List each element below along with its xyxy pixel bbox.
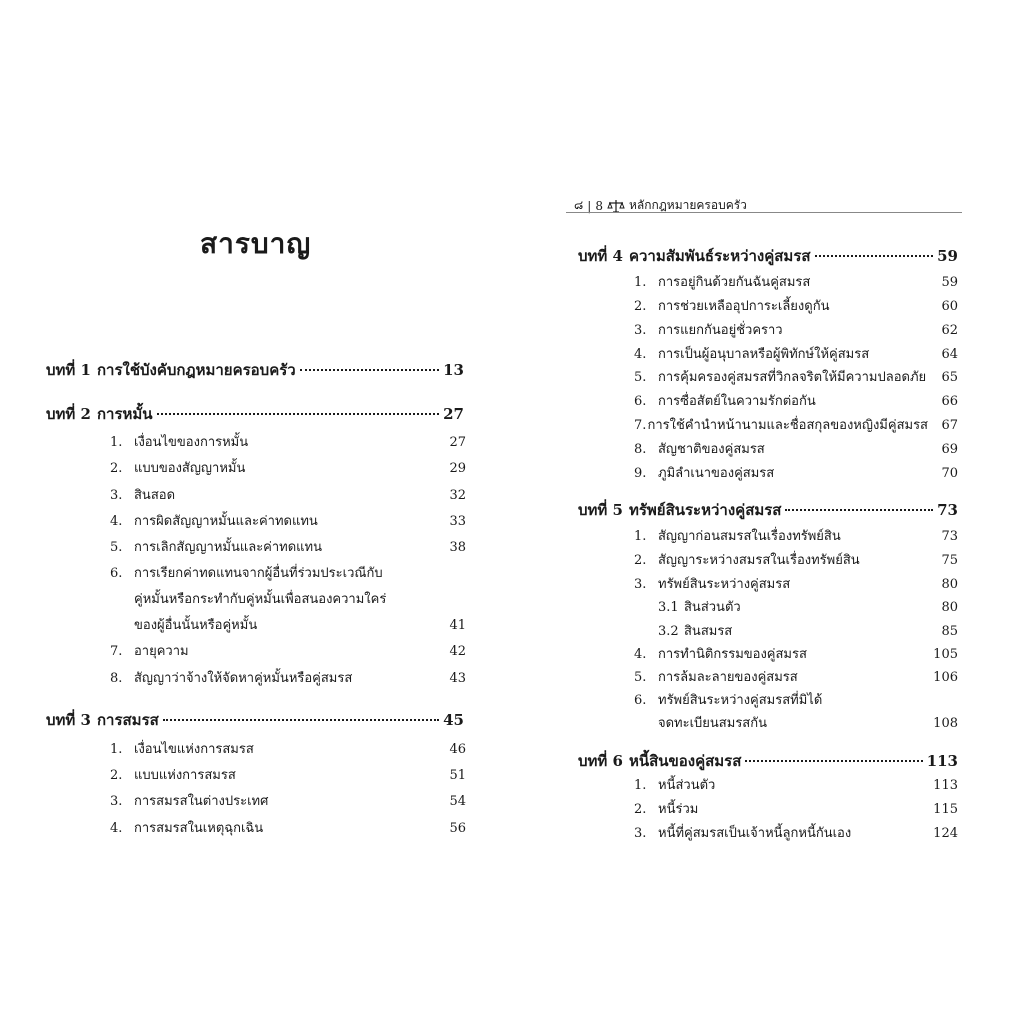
item-page: 42: [449, 644, 466, 659]
header-rule: [566, 212, 962, 213]
item-page: 32: [449, 488, 466, 503]
list-item: [634, 462, 958, 483]
chapter-label: บทที่ 1: [46, 361, 91, 379]
chapter-2-row: [46, 402, 464, 426]
item-title: เงื่อนไขแห่งการสมรส: [134, 742, 254, 757]
chapter-label: บทที่ 3: [46, 711, 91, 729]
item-page: 70: [941, 466, 958, 481]
item-number: 8.: [634, 442, 647, 457]
item-number: 2.: [634, 553, 647, 568]
item-page: 66: [941, 394, 958, 409]
chapter-6-row: [578, 749, 958, 773]
item-page: 105: [933, 647, 958, 662]
item-number: 2.: [110, 461, 123, 476]
list-item: [110, 510, 466, 531]
item-page: 65: [941, 370, 958, 385]
item-number: 1.: [634, 778, 647, 793]
item-number: 6.: [634, 693, 647, 708]
item-number: 4.: [110, 821, 123, 836]
list-item: [634, 343, 958, 364]
chapter-page: 113: [926, 752, 958, 770]
item-title: ทรัพย์สินระหว่างคู่สมรสที่มิได้: [658, 693, 823, 708]
item-page: 115: [933, 802, 958, 817]
list-item: [110, 431, 466, 452]
item-number: 1.: [110, 742, 123, 757]
item-title: สินส่วนตัว: [684, 600, 741, 615]
item-page: 59: [941, 275, 958, 290]
item-continuation-row: [658, 712, 958, 733]
list-item: [634, 390, 958, 411]
list-item: [634, 438, 958, 459]
chapter-label: บทที่ 6: [578, 752, 623, 770]
dot-leader: [815, 255, 934, 257]
dot-leader: [785, 509, 933, 511]
item-continuation-row: [134, 614, 466, 635]
list-item: [634, 798, 958, 819]
list-item: [634, 643, 958, 664]
chapter-title: การใช้บังคับกฎหมายครอบครัว: [96, 361, 296, 379]
item-title: การแยกกันอยู่ชั่วคราว: [658, 323, 783, 338]
item-number: 3.: [634, 826, 647, 841]
item-page: 113: [933, 778, 958, 793]
list-item: [634, 525, 958, 546]
header-separator: |: [587, 198, 592, 213]
item-page: 33: [449, 514, 466, 529]
item-title: การสมรสในต่างประเทศ: [134, 794, 269, 809]
item-number: 6.: [634, 394, 647, 409]
list-item: [634, 822, 958, 843]
list-item: [110, 790, 466, 811]
item-title: สัญชาติของคู่สมรส: [658, 442, 765, 457]
item-number: 9.: [634, 466, 647, 481]
item-number: 5.: [634, 670, 647, 685]
item-number: 8.: [110, 671, 123, 686]
item-title: การล้มละลายของคู่สมรส: [658, 670, 798, 685]
item-number: 4.: [634, 347, 647, 362]
dot-leader: [300, 369, 439, 371]
list-item: [634, 774, 958, 795]
list-item: [110, 484, 466, 505]
list-item: [634, 366, 958, 387]
item-page: 64: [941, 347, 958, 362]
item-title: หนี้ร่วม: [658, 802, 699, 817]
list-item: [634, 271, 958, 292]
item-number: 2.: [110, 768, 123, 783]
item-title: การอยู่กินด้วยกันฉันคู่สมรส: [658, 275, 811, 290]
item-page: 46: [449, 742, 466, 757]
item-number: 3.: [634, 323, 647, 338]
item-page: 43: [449, 671, 466, 686]
item-page: 38: [449, 540, 466, 555]
list-item: [110, 640, 466, 661]
item-number: 1.: [634, 275, 647, 290]
list-item: [634, 295, 958, 316]
list-item: [110, 764, 466, 785]
item-title: การสมรสในเหตุฉุกเฉิน: [134, 821, 264, 836]
chapter-title: การหมั้น: [96, 405, 153, 423]
item-continuation: คู่หมั้นหรือกระทำกับคู่หมั้นเพื่อสนองความใคร่: [134, 592, 387, 607]
list-item: [634, 319, 958, 340]
list-item: [634, 414, 958, 435]
item-title: อายุความ: [134, 644, 189, 659]
chapter-label: บทที่ 4: [578, 247, 623, 265]
item-page: 62: [941, 323, 958, 338]
item-page: 56: [449, 821, 466, 836]
item-title: เงื่อนไขของการหมั้น: [134, 435, 249, 450]
item-page: 60: [941, 299, 958, 314]
item-title: ภูมิลำเนาของคู่สมรส: [658, 466, 775, 481]
item-title: การเรียกค่าทดแทนจากผู้อื่นที่ร่วมประเวณีกับ: [134, 566, 383, 581]
item-number: 4.: [634, 647, 647, 662]
toc-title: สารบาญ: [200, 227, 312, 260]
dot-leader: [745, 760, 922, 762]
chapter-label: บทที่ 5: [578, 501, 623, 519]
page-number-thai: ๘: [574, 198, 584, 212]
list-subitem: [658, 596, 958, 617]
chapter-1-row: [46, 358, 464, 382]
item-page: 51: [449, 768, 466, 783]
chapter-title: ความสัมพันธ์ระหว่างคู่สมรส: [628, 247, 811, 265]
chapter-page: 45: [443, 711, 464, 729]
item-title: แบบของสัญญาหมั้น: [134, 461, 246, 476]
list-item: [634, 573, 958, 594]
list-item: [110, 536, 466, 557]
list-item: [110, 562, 466, 583]
item-number: 3.: [634, 577, 647, 592]
item-page: 29: [449, 461, 466, 476]
item-page: 108: [933, 716, 958, 731]
item-page: 80: [941, 577, 958, 592]
chapter-title: หนี้สินของคู่สมรส: [628, 752, 742, 770]
page-number: 8: [595, 198, 603, 213]
chapter-page: 59: [937, 247, 958, 265]
item-title: สัญญาก่อนสมรสในเรื่องทรัพย์สิน: [658, 529, 841, 544]
item-title: สินสอด: [134, 488, 176, 503]
item-number: 7.: [110, 644, 123, 659]
item-number: 1.: [634, 529, 647, 544]
item-page: 85: [941, 624, 958, 639]
item-continuation: ของผู้อื่นนั้นหรือคู่หมั้น: [134, 618, 258, 633]
chapter-page: 27: [443, 405, 464, 423]
item-number: 3.: [110, 794, 123, 809]
list-item: [110, 667, 466, 688]
item-number: 3.2: [658, 624, 679, 639]
list-subitem: [658, 620, 958, 641]
chapter-title: การสมรส: [96, 711, 159, 729]
scales-icon: [607, 199, 625, 213]
item-number: 6.: [110, 566, 123, 581]
list-item: [110, 457, 466, 478]
item-title: การใช้คำนำหน้านามและชื่อสกุลของหญิงมีคู่สมรส: [647, 418, 928, 433]
item-title: การช่วยเหลืออุปการะเลี้ยงดูกัน: [658, 299, 830, 314]
item-page: 69: [941, 442, 958, 457]
item-page: 67: [941, 418, 958, 433]
item-title: การคุ้มครองคู่สมรสที่วิกลจริตให้มีความปลอดภัย: [658, 370, 927, 385]
item-title: การทำนิติกรรมของคู่สมรส: [658, 647, 807, 662]
chapter-3-row: [46, 708, 464, 732]
item-number: 2.: [634, 802, 647, 817]
chapter-4-row: [578, 244, 958, 268]
list-item: [634, 689, 958, 710]
item-page: 41: [449, 618, 466, 633]
item-number: 1.: [110, 435, 123, 450]
item-title: หนี้ส่วนตัว: [658, 778, 716, 793]
dot-leader: [157, 413, 440, 415]
item-number: 7.: [634, 418, 647, 433]
item-title: การเลิกสัญญาหมั้นและค่าทดแทน: [134, 540, 323, 555]
list-item: [110, 738, 466, 759]
item-title: การผิดสัญญาหมั้นและค่าทดแทน: [134, 514, 318, 529]
list-item: [634, 549, 958, 570]
item-number: 3.1: [658, 600, 679, 615]
item-title: หนี้ที่คู่สมรสเป็นเจ้าหนี้ลูกหนี้กันเอง: [658, 826, 852, 841]
item-number: 2.: [634, 299, 647, 314]
item-page: 124: [933, 826, 958, 841]
dot-leader: [163, 719, 439, 721]
item-title: สัญญาระหว่างสมรสในเรื่องทรัพย์สิน: [658, 553, 860, 568]
item-continuation: จดทะเบียนสมรสกัน: [658, 716, 767, 731]
chapter-label: บทที่ 2: [46, 405, 91, 423]
item-page: 75: [941, 553, 958, 568]
item-number: 4.: [110, 514, 123, 529]
item-page: 80: [941, 600, 958, 615]
item-page: 106: [933, 670, 958, 685]
item-number: 3.: [110, 488, 123, 503]
item-title: สัญญาว่าจ้างให้จัดหาคู่หมั้นหรือคู่สมรส: [134, 671, 353, 686]
item-title: แบบแห่งการสมรส: [134, 768, 236, 783]
item-page: 54: [449, 794, 466, 809]
list-item: [110, 817, 466, 838]
item-number: 5.: [634, 370, 647, 385]
chapter-5-row: [578, 498, 958, 522]
item-title: สินสมรส: [684, 624, 733, 639]
item-title: การซื่อสัตย์ในความรักต่อกัน: [658, 394, 816, 409]
chapter-page: 73: [937, 501, 958, 519]
chapter-title: ทรัพย์สินระหว่างคู่สมรส: [628, 501, 782, 519]
item-number: 5.: [110, 540, 123, 555]
chapter-page: 13: [443, 361, 464, 379]
item-page: 73: [941, 529, 958, 544]
item-title: การเป็นผู้อนุบาลหรือผู้พิทักษ์ให้คู่สมรส: [658, 347, 870, 362]
item-title: ทรัพย์สินระหว่างคู่สมรส: [658, 577, 791, 592]
left-page: [0, 0, 500, 1024]
list-item: [634, 666, 958, 687]
book-title: หลักกฎหมายครอบครัว: [628, 198, 747, 212]
item-page: 27: [449, 435, 466, 450]
